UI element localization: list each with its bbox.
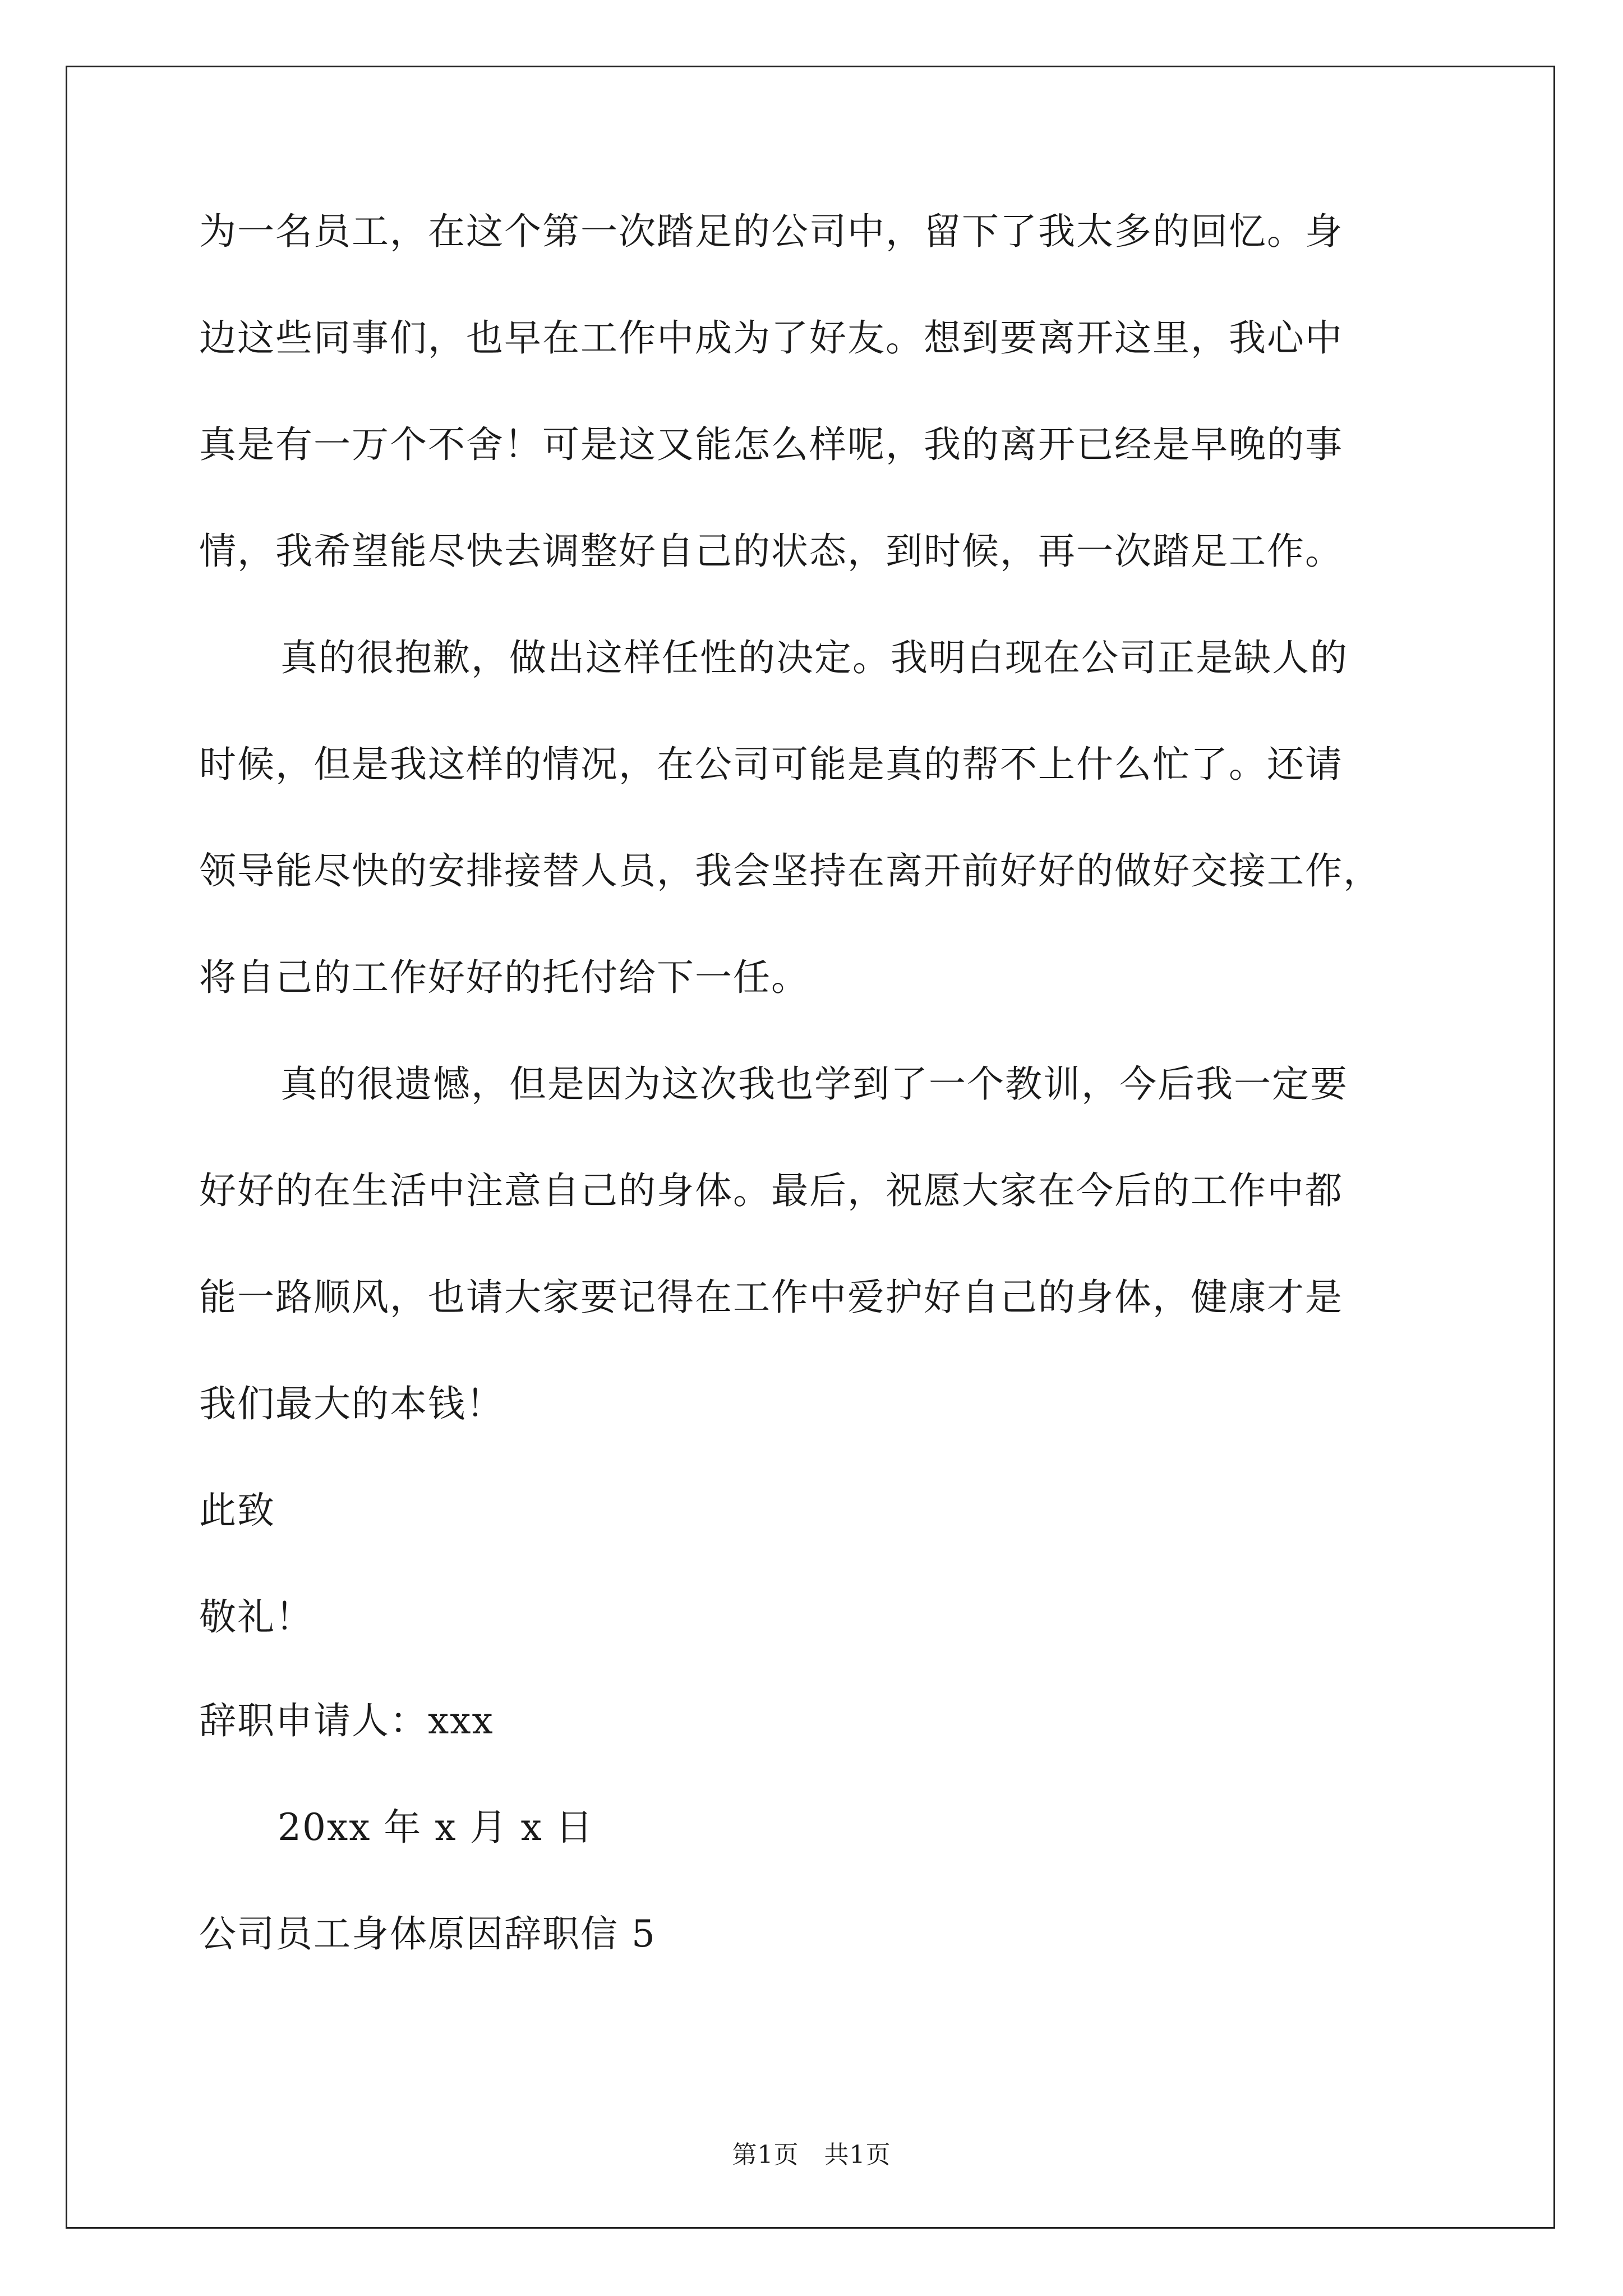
paragraph-3-line-1: 真的很遗憾，但是因为这次我也学到了一个教训，今后我一定要 (280, 1062, 1348, 1106)
paragraph-2-line-2: 时候，但是我这样的情况，在公司可能是真的帮不上什么忙了。还请 (199, 743, 1343, 786)
paragraph-3-line-2: 好好的在生活中注意自己的身体。最后，祝愿大家在今后的工作中都 (199, 1169, 1343, 1212)
signature-date: 20xx 年 x 月 x 日 (278, 1806, 594, 1849)
paragraph-1-line-4: 情，我希望能尽快去调整好自己的状态，到时候，再一次踏足工作。 (199, 530, 1343, 573)
page-border (66, 66, 1555, 2229)
paragraph-2-line-3: 领导能尽快的安排接替人员，我会坚持在离开前好好的做好交接工作， (199, 849, 1381, 892)
paragraph-2-line-1: 真的很抱歉，做出这样任性的决定。我明白现在公司正是缺人的 (280, 636, 1348, 679)
paragraph-3-line-4: 我们最大的本钱！ (199, 1382, 504, 1425)
page-number-footer: 第1页 共1页 (732, 2141, 891, 2169)
paragraph-1-line-3: 真是有一万个不舍！可是这又能怎么样呢，我的离开已经是早晚的事 (199, 423, 1343, 466)
closing-cizhi: 此致 (199, 1489, 275, 1532)
signature-applicant: 辞职申请人：xxx (199, 1699, 494, 1742)
paragraph-2-line-4: 将自己的工作好好的托付给下一任。 (199, 956, 809, 999)
paragraph-1-line-1: 为一名员工，在这个第一次踏足的公司中，留下了我太多的回忆。身 (199, 210, 1343, 253)
paragraph-3-line-3: 能一路顺风，也请大家要记得在工作中爱护好自己的身体，健康才是 (199, 1276, 1343, 1319)
paragraph-1-line-2: 边这些同事们，也早在工作中成为了好友。想到要离开这里，我心中 (199, 316, 1343, 360)
next-section-title: 公司员工身体原因辞职信 5 (199, 1912, 656, 1955)
closing-jingli: 敬礼！ (199, 1595, 313, 1639)
